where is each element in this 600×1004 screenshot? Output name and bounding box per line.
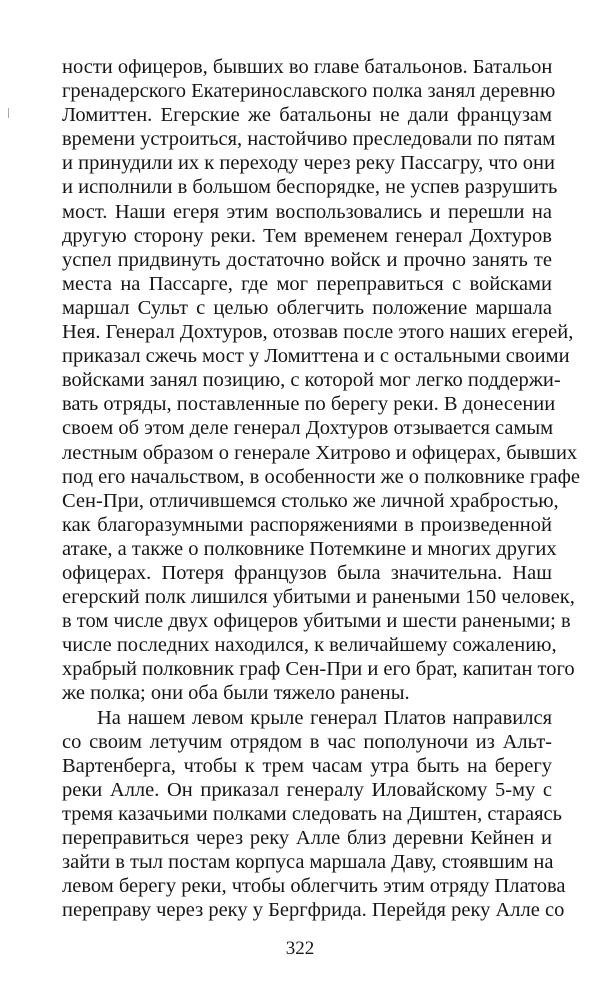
paragraph	[62, 55, 580, 706]
text-line: же полка; они оба были тяжело ранены.	[62, 682, 410, 705]
text-line: ности офицеров, бывших во главе батальонов. Батальон	[62, 56, 553, 78]
text-line: зайти в тыл постам корпуса маршала Даву, стоявшим на	[62, 851, 554, 874]
text-line: атаке, а также о полковнике Потемкине и многих других	[62, 537, 557, 560]
text-line: Сен-При, отличившемся столько же личной храбростью,	[62, 489, 559, 512]
text-line: переправу через реку у Бергфрида. Перейдя реку Алле со	[62, 899, 565, 922]
text-line: числе последних находился, к величайшему сожалению,	[62, 634, 557, 657]
paragraph	[62, 706, 566, 923]
text-line: Ломиттен. Егерские же батальоны не дали французам	[62, 104, 552, 127]
text-line: войсками занял позицию, с которой мог легко поддержи-	[62, 369, 561, 392]
text-line: мост. Наши егеря этим воспользовались и перешли на	[62, 200, 552, 223]
text-line: другую сторону реки. Тем временем генерал Дохтуров	[62, 224, 552, 247]
text-line: На нашем левом крыле генерал Платов направился	[97, 706, 552, 729]
text-line: со своим летучим отрядом в час пополуночи из Альт-	[62, 730, 552, 753]
text-line: офицерах. Потеря французов была значительна. Наш	[62, 561, 552, 584]
text-line: приказал сжечь мост у Ломиттена и с остальными своими	[62, 345, 570, 368]
text-line: как благоразумными распоряжениями в произведенной	[62, 513, 552, 536]
page-number: 322	[285, 938, 315, 959]
text-line: Нея. Генерал Дохтуров, отозвав после этого наших егерей,	[62, 321, 574, 344]
text-line: места на Пассарге, где мог переправиться с войсками	[62, 272, 552, 295]
text-line: тремя казачьими полками следовать на Диштен, стараясь	[62, 802, 562, 825]
text-line: своем об этом деле генерал Дохтуров отзывается самым	[62, 417, 554, 440]
text-line: под его начальством, в особенности же о полковнике графе	[62, 465, 580, 488]
text-line: в том числе двух офицеров убитыми и шести ранеными; в	[62, 610, 571, 633]
page-body	[62, 55, 580, 922]
text-line: успел придвинуть достаточно войск и прочно занять те	[62, 248, 552, 271]
text-line: реки Алле. Он приказал генералу Иловайскому 5-му с	[62, 778, 552, 801]
text-line: лестным образом о генерале Хитрово и офицерах, бывших	[62, 441, 578, 464]
text-line: вать отряды, поставленные по берегу реки. В донесении	[62, 393, 556, 416]
text-line: егерский полк лишился убитыми и ранеными 150 человек,	[62, 586, 575, 609]
text-line: маршал Сульт с целью облегчить положение маршала	[62, 296, 552, 319]
scan-mark	[8, 108, 9, 118]
text-line: переправиться через реку Алле близ деревни Кейнен и	[62, 827, 552, 849]
text-line: и исполнили в большом беспорядке, не успев разрушить	[62, 176, 558, 199]
text-line: и принудили их к переходу через реку Пассагру, что они	[62, 152, 555, 175]
text-line: Вартенберга, чтобы к трем часам утра быть на берегу	[62, 754, 552, 777]
text-line: времени устроиться, настойчиво преследовали по пятам	[62, 128, 556, 151]
text-line: храбрый полковник граф Сен-При и его брат, капитан того	[62, 658, 575, 681]
text-line: левом берегу реки, чтобы облегчить этим отряду Платова	[62, 875, 566, 898]
text-line: гренадерского Екатеринославского полка занял деревню	[62, 80, 556, 103]
